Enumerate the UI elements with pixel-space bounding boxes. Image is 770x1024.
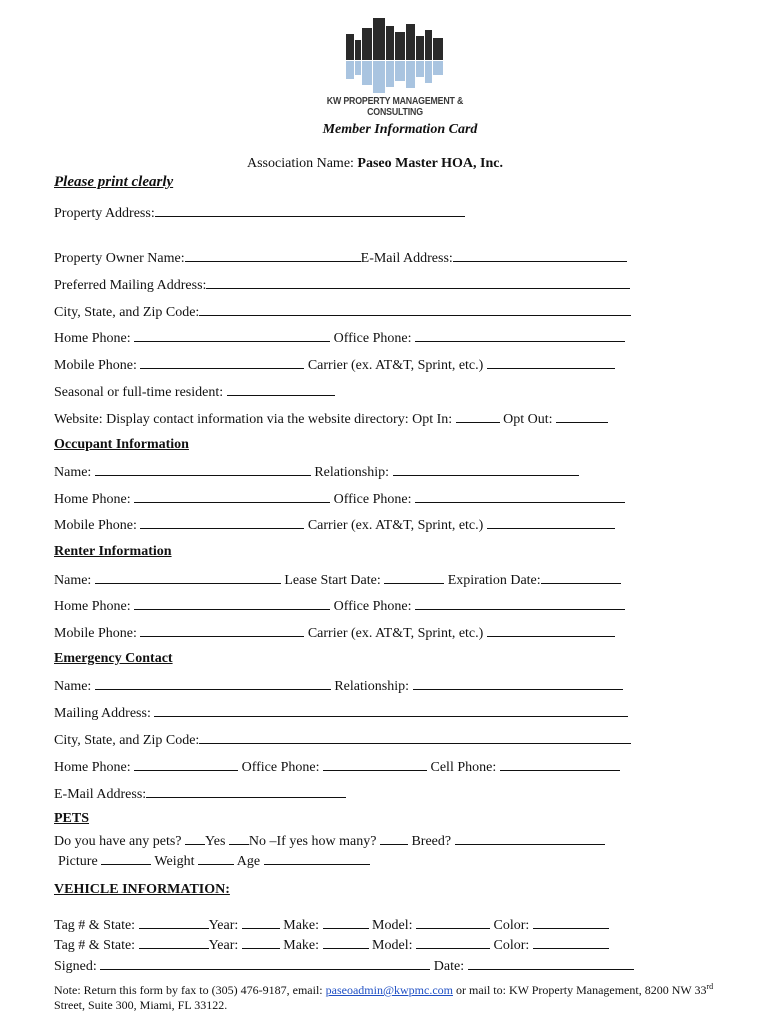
- company-name: KW PROPERTY MANAGEMENT & CONSULTING: [326, 96, 464, 118]
- renter-carrier-field[interactable]: [487, 624, 615, 637]
- occupant-heading: Occupant Information: [54, 437, 189, 452]
- owner-mobile-row: Mobile Phone: Carrier (ex. AT&T, Sprint, etc.): [54, 356, 615, 374]
- company-logo: [300, 14, 490, 118]
- renter-heading: Renter Information: [54, 544, 172, 559]
- occupant-mobile-row: Mobile Phone: Carrier (ex. AT&T, Sprint, etc.): [54, 516, 615, 534]
- mailing-address-field[interactable]: [206, 276, 630, 289]
- pets-picture-field[interactable]: [101, 852, 151, 865]
- pets-yes-field[interactable]: [185, 832, 205, 845]
- renter-home-phone-field[interactable]: [134, 597, 330, 610]
- emergency-office-phone-field[interactable]: [323, 758, 427, 771]
- owner-phone-row: Home Phone: Office Phone:: [54, 329, 625, 347]
- pets-heading: PETS: [54, 811, 90, 826]
- lease-start-field[interactable]: [384, 571, 444, 584]
- vehicle-1-model-field[interactable]: [416, 916, 490, 929]
- seasonal-field[interactable]: [227, 383, 335, 396]
- emergency-city-field[interactable]: [199, 731, 631, 744]
- signature-field[interactable]: [100, 957, 430, 970]
- vehicle-heading: VEHICLE INFORMATION:: [54, 882, 230, 897]
- footer-note: Note: Return this form by fax to (305) 476-9187, email: paseoadmin@kwpmc.com or mail to: KW Property Management, 8200 NW 33rd Street, Suite 300, Miami, FL 33122.: [54, 982, 714, 1012]
- vehicle-2-model-field[interactable]: [416, 936, 490, 949]
- skyline-logo-icon: [342, 14, 448, 100]
- mailing-address-row: Preferred Mailing Address:: [54, 276, 630, 294]
- vehicle-2-color-field[interactable]: [533, 936, 609, 949]
- date-field[interactable]: [468, 957, 634, 970]
- occupant-home-phone-field[interactable]: [134, 490, 330, 503]
- emergency-home-phone-field[interactable]: [134, 758, 238, 771]
- opt-out-field[interactable]: [556, 410, 608, 423]
- renter-office-phone-field[interactable]: [415, 597, 625, 610]
- opt-in-field[interactable]: [456, 410, 500, 423]
- pets-count-field[interactable]: [380, 832, 408, 845]
- pets-breed-field[interactable]: [455, 832, 605, 845]
- emergency-mailing-field[interactable]: [154, 704, 628, 717]
- occupant-office-phone-field[interactable]: [415, 490, 625, 503]
- pets-age-field[interactable]: [264, 852, 370, 865]
- city-state-zip-row: City, State, and Zip Code:: [54, 303, 631, 321]
- vehicle-2-year-field[interactable]: [242, 936, 280, 949]
- occupant-carrier-field[interactable]: [487, 516, 615, 529]
- emergency-name-row: Name: Relationship:: [54, 677, 623, 695]
- website-opt-row: Website: Display contact information via the website directory: Opt In: Opt Out:: [54, 410, 608, 428]
- occupant-name-row: Name: Relationship:: [54, 463, 579, 481]
- owner-mobile-phone-field[interactable]: [140, 356, 304, 369]
- renter-name-field[interactable]: [95, 571, 281, 584]
- pets-no-field[interactable]: [229, 832, 249, 845]
- pets-details-row: Picture Weight Age: [58, 852, 370, 870]
- property-address-row: Property Address:: [54, 204, 465, 222]
- association-label: Association Name:: [247, 156, 354, 171]
- pets-weight-field[interactable]: [198, 852, 234, 865]
- emergency-relationship-field[interactable]: [413, 677, 623, 690]
- emergency-city-row: City, State, and Zip Code:: [54, 731, 631, 749]
- occupant-phone-row: Home Phone: Office Phone:: [54, 490, 625, 508]
- email-link[interactable]: paseoadmin@kwpmc.com: [325, 983, 453, 997]
- occupant-mobile-phone-field[interactable]: [140, 516, 304, 529]
- renter-phone-row: Home Phone: Office Phone:: [54, 597, 625, 615]
- vehicle-1-make-field[interactable]: [323, 916, 369, 929]
- owner-name-field[interactable]: [185, 249, 361, 262]
- vehicle-row-1: Tag # & State: Year: Make: Model: Color:: [54, 916, 609, 934]
- renter-name-row: Name: Lease Start Date: Expiration Date:: [54, 571, 621, 589]
- owner-email-field[interactable]: [453, 249, 627, 262]
- renter-mobile-row: Mobile Phone: Carrier (ex. AT&T, Sprint, etc.): [54, 624, 615, 642]
- vehicle-row-2: Tag # & State: Year: Make: Model: Color:: [54, 936, 609, 954]
- association-line: [247, 156, 503, 172]
- emergency-phone-row: Home Phone: Office Phone: Cell Phone:: [54, 758, 620, 776]
- owner-office-phone-field[interactable]: [415, 329, 625, 342]
- vehicle-1-year-field[interactable]: [242, 916, 280, 929]
- occupant-relationship-field[interactable]: [393, 463, 579, 476]
- signature-row: Signed: Date:: [54, 957, 634, 975]
- owner-name-row: Property Owner Name: E-Mail Address:: [54, 249, 627, 267]
- association-value: Paseo Master HOA, Inc.: [357, 156, 503, 171]
- property-address-field[interactable]: [155, 204, 465, 217]
- emergency-mailing-row: Mailing Address:: [54, 704, 628, 722]
- expiration-date-field[interactable]: [541, 571, 621, 584]
- emergency-cell-phone-field[interactable]: [500, 758, 620, 771]
- print-instruction: Please print clearly: [54, 174, 174, 190]
- emergency-heading: Emergency Contact: [54, 651, 173, 666]
- owner-home-phone-field[interactable]: [134, 329, 330, 342]
- pets-question-row: Do you have any pets? Yes No –If yes how many? Breed?: [54, 832, 605, 850]
- emergency-email-field[interactable]: [146, 785, 346, 798]
- form-title: Member Information Card: [322, 122, 478, 137]
- emergency-name-field[interactable]: [95, 677, 331, 690]
- owner-carrier-field[interactable]: [487, 356, 615, 369]
- emergency-email-row: E-Mail Address:: [54, 785, 346, 803]
- vehicle-1-tag-field[interactable]: [139, 916, 209, 929]
- vehicle-2-make-field[interactable]: [323, 936, 369, 949]
- renter-mobile-phone-field[interactable]: [140, 624, 304, 637]
- city-state-zip-field[interactable]: [199, 303, 631, 316]
- seasonal-row: Seasonal or full-time resident:: [54, 383, 335, 401]
- occupant-name-field[interactable]: [95, 463, 311, 476]
- vehicle-2-tag-field[interactable]: [139, 936, 209, 949]
- vehicle-1-color-field[interactable]: [533, 916, 609, 929]
